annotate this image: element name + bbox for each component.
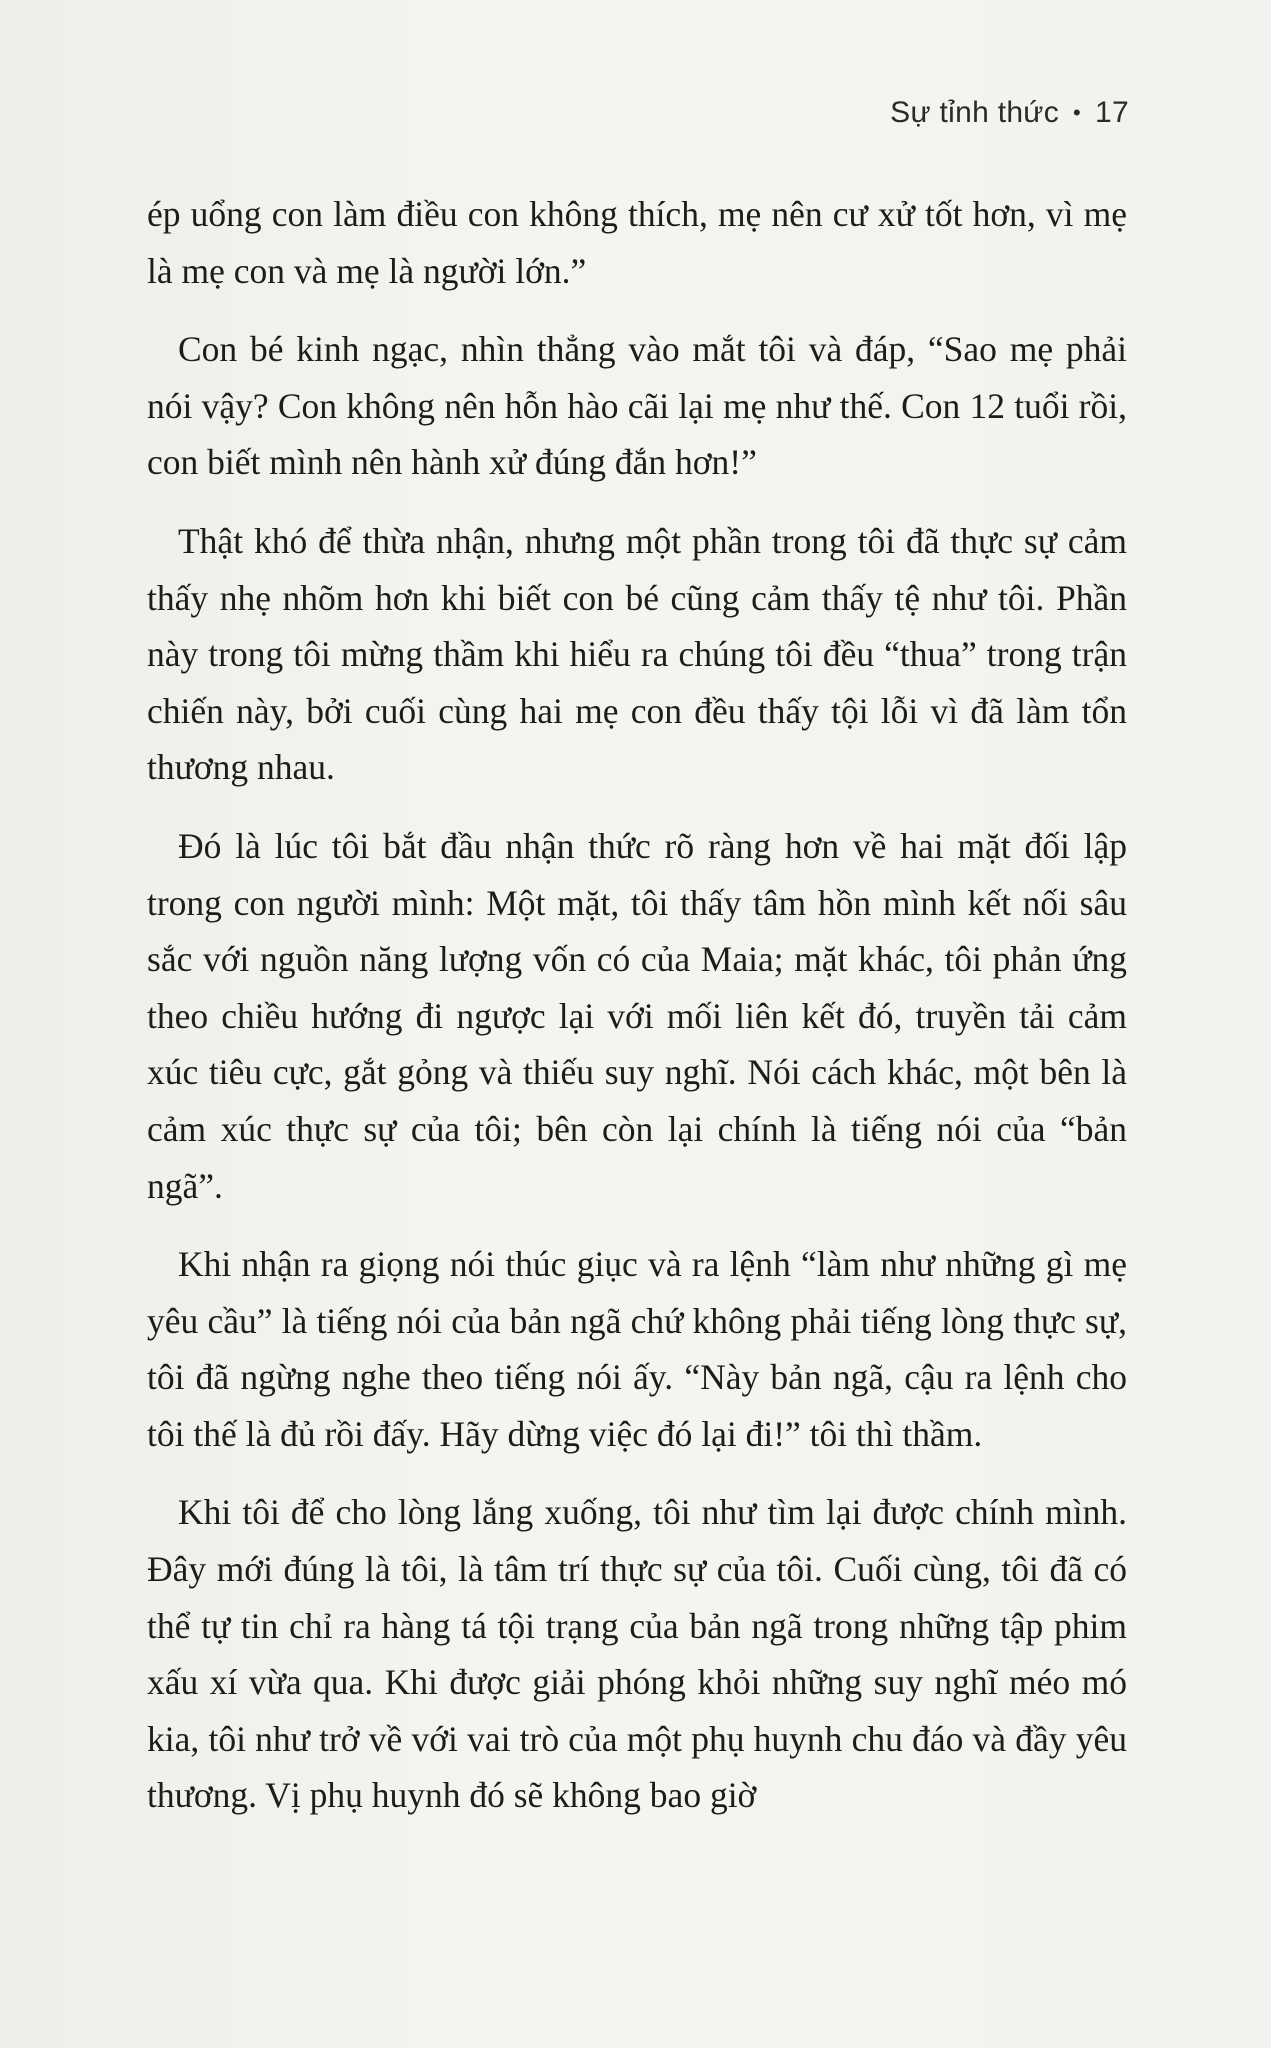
paragraph-4: Đó là lúc tôi bắt đầu nhận thức rõ ràng hơn về hai mặt đối lập trong con người mình: Một mặt, tôi thấy tâm hồn mình kết nối sâu sắc với nguồn năng lượng vốn có của Maia; mặt khác, tôi phản ứng theo chiều hướng đi ngược lại với mối liên kết đó, truyền tải cảm xúc tiêu cực, gắt gỏng và thiếu suy nghĩ. Nói cách khác, một bên là cảm xúc thực sự của tôi; bên còn lại chính là tiếng nói của “bản ngã”. <box>147 825 1127 1206</box>
paragraph-1: ép uổng con làm điều con không thích, mẹ nên cư xử tốt hơn, vì mẹ là mẹ con và mẹ là người lớn.” <box>147 194 1127 291</box>
paragraph-6: Khi tôi để cho lòng lắng xuống, tôi như tìm lại được chính mình. Đây mới đúng là tôi, là tâm trí thực sự của tôi. Cuối cùng, tôi đã có thể tự tin chỉ ra hàng tá tội trạng của bản ngã trong những tập phim xấu xí vừa qua. Khi được giải phóng khỏi những suy nghĩ méo mó kia, tôi như trở về với vai trò của một phụ huynh chu đáo và đầy yêu thương. Vị phụ huynh đó sẽ không bao giờ <box>147 1492 1127 1816</box>
chapter-title: Sự tỉnh thức <box>890 96 1059 129</box>
paragraph-3: Thật khó để thừa nhận, nhưng một phần trong tôi đã thực sự cảm thấy nhẹ nhõm hơn khi biết con bé cũng cảm thấy tệ như tôi. Phần này trong tôi mừng thầm khi hiểu ra chúng tôi đều “thua” trong trận chiến này, bởi cuối cùng hai mẹ con đều thấy tội lỗi vì đã làm tổn thương nhau. <box>147 520 1127 788</box>
paragraph-2: Con bé kinh ngạc, nhìn thẳng vào mắt tôi và đáp, “Sao mẹ phải nói vậy? Con không nên hỗn hào cãi lại mẹ như thế. Con 12 tuổi rồi, con biết mình nên hành xử đúng đắn hơn!” <box>147 329 1127 483</box>
body-text <box>147 186 1127 1846</box>
separator-bullet: • <box>1073 100 1082 125</box>
paragraph-5: Khi nhận ra giọng nói thúc giục và ra lệnh “làm như những gì mẹ yêu cầu” là tiếng nói của bản ngã chứ không phải tiếng lòng thực sự, tôi đã ngừng nghe theo tiếng nói ấy. “Này bản ngã, cậu ra lệnh cho tôi thế là đủ rồi đấy. Hãy dừng việc đó lại đi!” tôi thì thầm. <box>147 1244 1127 1454</box>
running-head <box>890 96 1129 130</box>
page-number: 17 <box>1095 96 1129 129</box>
